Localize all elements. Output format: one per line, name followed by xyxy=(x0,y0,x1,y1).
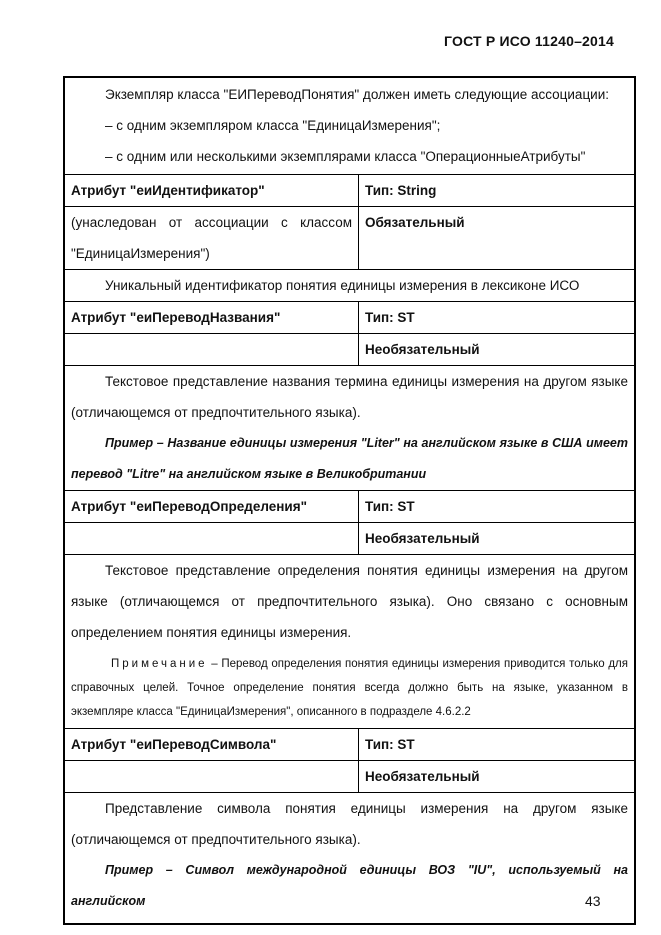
attr4-description xyxy=(64,793,635,925)
attr2-description xyxy=(64,366,635,491)
attr4-desc-row xyxy=(64,793,635,925)
attr3-desc-line: языке (отличающемся от предпочтительного языка). Оно связано с основным xyxy=(71,594,628,609)
document-header: ГОСТ Р ИСО 11240–2014 xyxy=(444,33,614,49)
attr2-type: Тип: ST xyxy=(359,302,636,334)
attr1-type: Тип: String xyxy=(359,175,636,207)
attr1-name: Атрибут "еиИдентификатор" xyxy=(64,175,359,207)
note-label: Примечание xyxy=(111,658,208,670)
page-number: 43 xyxy=(585,893,601,909)
attr3-obligation: Необязательный xyxy=(359,523,636,555)
attr4-desc-line: (отличающемся от предпочтительного языка). xyxy=(71,832,361,847)
attr3-note xyxy=(71,648,628,728)
attribute-table xyxy=(63,76,636,925)
association-item: – с одним экземпляром класса "ЕдиницаИзмерения"; xyxy=(105,118,441,133)
attr2-desc-line: Текстовое представление названия термина единицы измерения на другом языке xyxy=(105,374,628,389)
attr1-desc-row xyxy=(64,270,635,302)
attr4-header-row xyxy=(64,729,635,761)
intro-cell xyxy=(64,77,635,175)
attr2-example-line: перевод "Litre" на английском языке в Великобритании xyxy=(71,467,427,481)
attr3-name: Атрибут "еиПереводОпределения" xyxy=(64,491,359,523)
attr4-example-line: Пример – Символ международной единицы ВОЗ "IU", используемый на английском xyxy=(71,863,628,908)
attr1-note-line: (унаследован от ассоциации с классом xyxy=(71,215,352,230)
attr1-note-line: "ЕдиницаИзмерения") xyxy=(71,246,210,261)
attr3-desc-line: определением понятия единицы измерения. xyxy=(71,625,352,640)
attr1-desc-text: Уникальный идентификатор понятия единицы измерения в лексиконе ИСО xyxy=(105,278,580,293)
attr4-name: Атрибут "еиПереводСимвола" xyxy=(64,729,359,761)
attr4-desc-line: Представление символа понятия единицы измерения на другом языке xyxy=(105,801,628,816)
attr2-desc-row xyxy=(64,366,635,491)
attr2-name: Атрибут "еиПереводНазвания" xyxy=(64,302,359,334)
attr2-obligation-row xyxy=(64,334,635,366)
attr3-empty-cell xyxy=(64,523,359,555)
note-text: – Перевод определения понятия единицы измерения приводится только для справочных целей. Точное определение понятия всегда должно быть на языке, указанном в экземпляре класса "ЕдиницаИзмерения", описанного в подразделе 4.6.2.2 xyxy=(71,658,628,718)
attr1-description xyxy=(64,270,635,302)
intro-row xyxy=(64,77,635,175)
attr4-empty-cell xyxy=(64,761,359,793)
attr1-inheritance-note xyxy=(64,207,359,270)
attr2-example-line: Пример – Название единицы измерения "Liter" на английском языке в США имеет xyxy=(105,436,628,450)
attr2-desc-line: (отличающемся от предпочтительного языка). xyxy=(71,405,361,420)
attr3-type: Тип: ST xyxy=(359,491,636,523)
association-item: – с одним или несколькими экземплярами класса "ОперационныеАтрибуты" xyxy=(105,149,586,164)
attr1-obligation-row xyxy=(64,207,635,270)
intro-text: Экземпляр класса "ЕИПереводПонятия" должен иметь следующие ассоциации: xyxy=(105,87,610,102)
attr3-desc-row xyxy=(64,555,635,729)
attr3-desc-line: Текстовое представление определения понятия единицы измерения на другом xyxy=(105,563,628,578)
attr2-obligation: Необязательный xyxy=(359,334,636,366)
attr1-obligation: Обязательный xyxy=(359,207,636,270)
attr2-header-row xyxy=(64,302,635,334)
attr3-header-row xyxy=(64,491,635,523)
attr3-description xyxy=(64,555,635,729)
attr3-obligation-row xyxy=(64,523,635,555)
attr2-empty-cell xyxy=(64,334,359,366)
attr1-header-row xyxy=(64,175,635,207)
attr4-obligation-row xyxy=(64,761,635,793)
attr4-obligation: Необязательный xyxy=(359,761,636,793)
attr4-type: Тип: ST xyxy=(359,729,636,761)
